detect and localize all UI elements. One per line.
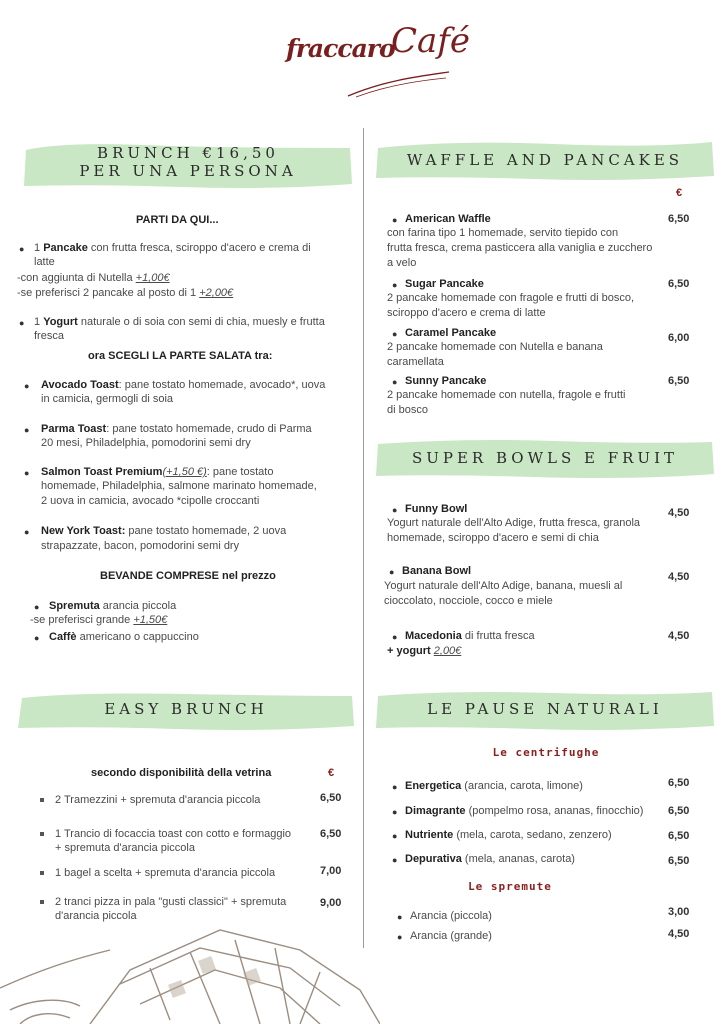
bullet-icon: ● bbox=[392, 632, 398, 642]
cafe-logo bbox=[286, 21, 470, 98]
brunch-start: PARTI DA QUI... bbox=[136, 214, 219, 226]
waffle-price-1: 6,50 bbox=[668, 213, 690, 225]
spremuta-2: Arancia (grande) bbox=[410, 930, 492, 942]
waffle-item-4-name: Sunny Pancake bbox=[405, 375, 487, 387]
waffle-item-3-desc2: caramellata bbox=[387, 356, 444, 368]
newyork-line2: strapazzate, bacon, pomodorini semi dry bbox=[41, 540, 240, 552]
bullet-icon: ● bbox=[34, 633, 40, 643]
easy-item-1: 2 Tramezzini + spremuta d'arancia piccola bbox=[55, 794, 261, 806]
waffle-price-4: 6,50 bbox=[668, 375, 690, 387]
easy-price-3: 7,00 bbox=[320, 865, 342, 877]
bowl-item-1-desc1: Yogurt naturale dell'Alto Adige, frutta fresca, granola bbox=[387, 517, 641, 529]
easy-item-3: 1 bagel a scelta + spremuta d'arancia piccola bbox=[55, 867, 276, 879]
waffle-item-1-desc1: con farina tipo 1 homemade, servito tiepido con bbox=[387, 227, 619, 239]
waffle-item-1-desc2: frutta fresca, crema pasticcera alla vaniglia e zucchero bbox=[387, 242, 653, 254]
easy-title: EASY BRUNCH bbox=[104, 700, 268, 718]
parma-line2: 20 mesi, Philadelphia, pomodorini semi dry bbox=[41, 437, 251, 449]
centrifuga-2: Dimagrante (pompelmo rosa, ananas, finocchio) bbox=[405, 805, 644, 817]
easy-item-4-line2: d'arancia piccola bbox=[55, 910, 137, 922]
centrifuga-price-4: 6,50 bbox=[668, 855, 690, 867]
bullet-icon: ● bbox=[397, 912, 403, 922]
drinks-heading: BEVANDE COMPRESE nel prezzo bbox=[100, 570, 276, 582]
bullet-icon bbox=[40, 900, 44, 904]
bullet-icon: ● bbox=[392, 831, 398, 841]
waffle-item-3-desc1: 2 pancake homemade con Nutella e banana bbox=[387, 341, 603, 353]
avocado-line: Avocado Toast: pane tostato homemade, avocado*, uova bbox=[41, 379, 326, 391]
easy-banner bbox=[16, 690, 356, 732]
waffle-item-4-desc1: 2 pancake homemade con nutella, fragole e frutti bbox=[387, 389, 626, 401]
two-pancake-option: -se preferisci 2 pancake al posto di 1 +2,00€ bbox=[17, 287, 234, 299]
pancake-name: Pancake bbox=[43, 242, 88, 254]
brunch-title-line1: BRUNCH €16,50 bbox=[97, 144, 279, 162]
two-pancake-price: +2,00€ bbox=[199, 287, 234, 299]
bullet-icon: ● bbox=[19, 244, 25, 254]
logo-swash bbox=[346, 70, 451, 98]
yogurt-addon-price: 2,00€ bbox=[433, 645, 462, 657]
yogurt-addon: + yogurt 2,00€ bbox=[387, 645, 462, 657]
bullet-icon bbox=[40, 832, 44, 836]
spremute-heading: Le spremute bbox=[468, 880, 552, 893]
bullet-icon: ● bbox=[24, 468, 30, 478]
bullet-icon: ● bbox=[389, 567, 395, 577]
waffle-item-2-desc1: 2 pancake homemade con fragole e frutti di bosco, bbox=[387, 292, 635, 304]
bullet-icon: ● bbox=[392, 855, 398, 865]
parma-line: Parma Toast: pane tostato homemade, crudo di Parma bbox=[41, 423, 312, 435]
bullet-icon: ● bbox=[397, 932, 403, 942]
bowls-banner bbox=[374, 436, 716, 480]
bowl-item-2-name: Banana Bowl bbox=[402, 565, 472, 577]
salmon-price: (+1,50 €) bbox=[162, 466, 207, 478]
bullet-icon bbox=[40, 798, 44, 802]
macedonia-line: Macedonia di frutta fresca bbox=[405, 630, 535, 642]
bullet-icon: ● bbox=[19, 318, 25, 328]
bowl-item-2-desc1: Yogurt naturale dell'Alto Adige, banana, muesli al bbox=[384, 580, 623, 592]
bullet-icon: ● bbox=[24, 527, 30, 537]
centrifughe-heading: Le centrifughe bbox=[492, 746, 600, 759]
bullet-icon: ● bbox=[392, 329, 398, 339]
bullet-icon: ● bbox=[34, 602, 40, 612]
pancake-line: 1 Pancake con frutta fresca, sciroppo d'acero e crema di bbox=[34, 242, 311, 254]
salmon-line: Salmon Toast Premium(+1,50 €): pane tostato bbox=[41, 466, 274, 478]
bullet-icon: ● bbox=[392, 807, 398, 817]
salmon-line3: 2 uova in camicia, avocado *cipolle croccanti bbox=[41, 495, 260, 507]
centrifuga-3: Nutriente (mela, carota, sedano, zenzero) bbox=[405, 829, 612, 841]
easy-price-1: 6,50 bbox=[320, 792, 342, 804]
waffle-euro: € bbox=[676, 187, 683, 199]
bowl-item-1-name: Funny Bowl bbox=[405, 503, 468, 515]
brunch-title-line2: PER UNA PERSONA bbox=[79, 162, 297, 180]
salty-heading: ora SCEGLI LA PARTE SALATA tra: bbox=[88, 350, 273, 362]
centrifuga-4: Depurativa (mela, ananas, carota) bbox=[405, 853, 575, 865]
logo-text: fraccaro bbox=[286, 34, 395, 63]
yogurt-name: Yogurt bbox=[43, 316, 78, 328]
bowl-price-2: 4,50 bbox=[668, 571, 690, 583]
caffe-line: Caffè americano o cappuccino bbox=[49, 631, 199, 643]
logo-script: Café bbox=[391, 21, 470, 61]
centrifuga-price-1: 6,50 bbox=[668, 777, 690, 789]
macedonia-price: 4,50 bbox=[668, 630, 690, 642]
waffle-item-1-name: American Waffle bbox=[405, 213, 491, 225]
bullet-icon: ● bbox=[392, 280, 398, 290]
easy-item-2: 1 Trancio di focaccia toast con cotto e formaggio bbox=[55, 828, 292, 840]
salmon-line2: homemade, Philadelphia, salmone marinato homemade, bbox=[41, 480, 317, 492]
nutella-option: -con aggiunta di Nutella +1,00€ bbox=[17, 272, 170, 284]
pause-banner bbox=[374, 688, 716, 732]
pause-title: LE PAUSE NATURALI bbox=[427, 700, 663, 718]
avocado-line2: in camicia, germogli di soia bbox=[41, 393, 174, 405]
waffle-illustration-icon bbox=[0, 910, 380, 1024]
brunch-banner bbox=[22, 140, 354, 192]
easy-price-4: 9,00 bbox=[320, 897, 342, 909]
waffle-price-3: 6,00 bbox=[668, 332, 690, 344]
yogurt-line2: fresca bbox=[34, 330, 64, 342]
bowl-item-2-desc2: cioccolato, nocciole, cocco e miele bbox=[384, 595, 553, 607]
bullet-icon: ● bbox=[392, 505, 398, 515]
waffle-banner bbox=[374, 138, 716, 182]
spremuta-price-1: 3,00 bbox=[668, 906, 690, 918]
bullet-icon: ● bbox=[392, 377, 398, 387]
bullet-icon: ● bbox=[392, 782, 398, 792]
easy-subtitle: secondo disponibilità della vetrina bbox=[91, 767, 272, 779]
spremuta-price-2: 4,50 bbox=[668, 928, 690, 940]
grande-price: +1,50€ bbox=[133, 614, 168, 626]
newyork-line: New York Toast: pane tostato homemade, 2 uova bbox=[41, 525, 287, 537]
bullet-icon bbox=[40, 871, 44, 875]
centrifuga-price-3: 6,50 bbox=[668, 830, 690, 842]
bowls-title: SUPER BOWLS E FRUIT bbox=[411, 449, 679, 467]
bowl-item-1-desc2: homemade, sciroppo d'acero e semi di chia bbox=[387, 532, 599, 544]
yogurt-line: 1 Yogurt naturale o di soia con semi di chia, muesly e frutta bbox=[34, 316, 325, 328]
waffle-item-3-name: Caramel Pancake bbox=[405, 327, 497, 339]
bullet-icon: ● bbox=[392, 215, 398, 225]
easy-item-2-line2: + spremuta d'arancia piccola bbox=[55, 842, 195, 854]
waffle-item-1-desc3: a velo bbox=[387, 257, 417, 269]
spremuta-line: Spremuta arancia piccola bbox=[49, 600, 177, 612]
centrifuga-price-2: 6,50 bbox=[668, 805, 690, 817]
bullet-icon: ● bbox=[24, 381, 30, 391]
waffle-title: WAFFLE AND PANCAKES bbox=[406, 151, 684, 169]
column-divider bbox=[363, 128, 364, 948]
waffle-item-2-desc2: sciroppo d'acero e crema di latte bbox=[387, 307, 546, 319]
waffle-price-2: 6,50 bbox=[668, 278, 690, 290]
grande-option: -se preferisci grande +1,50€ bbox=[30, 614, 168, 626]
bowl-price-1: 4,50 bbox=[668, 507, 690, 519]
waffle-item-4-desc2: di bosco bbox=[387, 404, 428, 416]
easy-price-2: 6,50 bbox=[320, 828, 342, 840]
centrifuga-1: Energetica (arancia, carota, limone) bbox=[405, 780, 583, 792]
spremuta-1: Arancia (piccola) bbox=[410, 910, 492, 922]
easy-euro: € bbox=[328, 767, 335, 779]
waffle-item-2-name: Sugar Pancake bbox=[405, 278, 484, 290]
bullet-icon: ● bbox=[24, 425, 30, 435]
pancake-line2: latte bbox=[34, 256, 55, 268]
nutella-price: +1,00€ bbox=[135, 272, 170, 284]
easy-item-4: 2 tranci pizza in pala "gusti classici" + spremuta bbox=[55, 896, 287, 908]
